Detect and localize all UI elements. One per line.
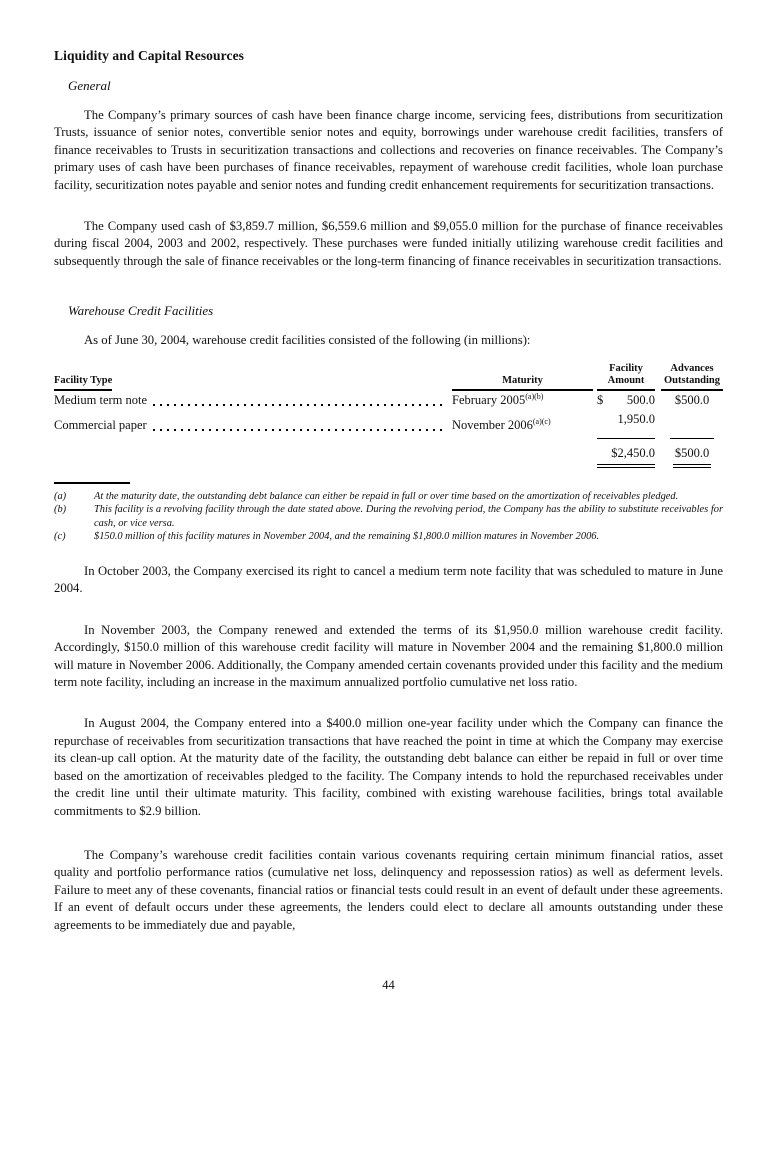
facility-amount-rule [597, 438, 655, 439]
advances-rule [670, 438, 714, 439]
advances-rule-wrap [661, 435, 723, 439]
paragraph-sources-uses-of-cash: The Company’s primary sources of cash have been finance charge income, servicing fees, distributions from securitization Trusts, issuance of senior notes, convertible senior notes and equity, borrowings under warehouse credit facilities, transfers of finance receivables to Trusts in securitization transactions and collections and recoveries on finance receivables. The Company’s primary uses of cash have been purchases of finance receivables, repayment of warehouse credit facilities, whole loan purchase facility, securitization notes payable and senior notes and funding credit enhancement requirements for securitization transactions. [54, 108, 723, 192]
header-facility-type-label: Facility Type [54, 375, 112, 391]
cell-maturity [452, 416, 593, 435]
warehouse-facilities-table [54, 363, 723, 468]
cell-maturity [452, 391, 593, 410]
facility-amount-value: 1,950.0 [617, 411, 655, 426]
paragraph-november-2003: In November 2003, the Company renewed and extended the terms of its $1,950.0 million warehouse credit facility. Accordingly, $150.0 million of this warehouse credit facility will mature in November 2004 and the remaining $1,800.0 million will mature in November 2006. Additionally, the Company amended certain covenants provided under this facility and the medium term note facility, including an increase in the maximum annualized portfolio cumulative net loss ratio. [54, 622, 723, 690]
table-total-row [54, 443, 723, 468]
footnote-c [54, 530, 723, 544]
currency-symbol: $ [597, 392, 604, 407]
maturity-value: November 2006 [452, 417, 533, 432]
paragraph-august-2004: In August 2004, the Company entered into a $400.0 million one-year facility under which the Company can finance the repurchase of receivables from securitization transactions that have reached the point in time at which the Company may exercise its clean-up call option. At the maturity date of the facility, the outstanding debt balance can either be repaid in full or over time based on the amortization of receivables pledged to the facility. The Company intends to hold the repurchased receivables under the credit line until their ultimate maturity. This facility, combined with existing warehouse facilities, brings total available commitments to $2.9 billion. [54, 716, 723, 818]
paragraph-table-intro: As of June 30, 2004, warehouse credit facilities consisted of the following (in millions): [84, 333, 531, 348]
cell-advances-outstanding: $500.0 [674, 392, 710, 407]
footnote-text: This facility is a revolving facility through the date stated above. During the revolving period, the Company has the ability to substitute receivables for cash, or vice versa. [94, 504, 723, 529]
header-facility-type [54, 375, 452, 391]
total-advances-value: $500.0 [673, 443, 711, 468]
facility-amount-value: 500.0 [626, 392, 655, 407]
footnote-marker: (c) [54, 531, 66, 543]
table-row [54, 391, 723, 410]
table-subtotal-rules [54, 435, 723, 443]
header-maturity: Maturity [452, 375, 593, 391]
maturity-footnote-refs: (a)(c) [532, 416, 551, 426]
dot-leader [153, 404, 442, 406]
subsection-heading-warehouse: Warehouse Credit Facilities [68, 303, 214, 319]
section-title: Liquidity and Capital Resources [54, 48, 245, 63]
dot-leader [153, 429, 442, 431]
cell-facility-amount [597, 410, 655, 429]
cell-facility-amount [597, 391, 655, 410]
table-header-row [54, 363, 723, 391]
total-advances-outstanding [661, 443, 723, 468]
maturity-footnote-refs: (a)(b) [525, 391, 544, 401]
header-advances-outstanding [661, 363, 723, 391]
facility-type-label: Medium term note [54, 392, 148, 407]
cell-facility-type [54, 416, 452, 435]
footnote-marker: (a) [54, 490, 67, 502]
paragraph-cash-used: The Company used cash of $3,859.7 million, $6,559.6 million and $9,055.0 million for the purchase of finance receivables during fiscal 2004, 2003 and 2002, respectively. These purchases were funded initially utilizing warehouse credit facilities and subsequently through the sale of finance receivables or the long-term financing of finance receivables in securitization transactions. [54, 219, 723, 268]
footnotes [54, 490, 723, 544]
total-facility-amount: $2,450.0 [597, 443, 655, 468]
footnote-b [54, 503, 723, 530]
footnote-text: At the maturity date, the outstanding debt balance can either be repaid in full or over time based on the amortization of receivables pledged. [94, 490, 679, 502]
maturity-value: February 2005 [452, 392, 526, 407]
header-facility-amount-line1: Facility [609, 362, 643, 374]
facility-type-label: Commercial paper [54, 417, 147, 432]
subsection-heading-general: General [68, 78, 111, 93]
footnote-separator [54, 482, 130, 484]
paragraph-october-2003: In October 2003, the Company exercised its right to cancel a medium term note facility that was scheduled to mature in June 2004. [54, 564, 723, 596]
footnote-a [54, 490, 723, 504]
header-facility-amount [597, 363, 655, 391]
header-advances-line2: Outstanding [663, 374, 721, 386]
cell-facility-type [54, 391, 452, 410]
header-facility-amount-line2: Amount [607, 374, 645, 386]
header-advances-line1: Advances [670, 362, 714, 374]
table-row [54, 410, 723, 435]
paragraph-covenants: The Company’s warehouse credit facilities contain various covenants requiring certain minimum financial ratios, asset quality and portfolio performance ratios (cumulative net loss, delinquency and repossession ratios) as well as deferment levels. Failure to meet any of these covenants, financial ratios or financial tests could result in an event of default under these agreements. If an event of default occurs under these agreements, the lenders could elect to declare all amounts outstanding under these agreements to be immediately due and payable, [54, 847, 723, 932]
footnote-text: $150.0 million of this facility matures in November 2004, and the remaining $1,800.0 million matures in November 2006. [94, 531, 600, 543]
page-number: 44 [382, 978, 395, 992]
footnote-marker: (b) [54, 504, 67, 516]
